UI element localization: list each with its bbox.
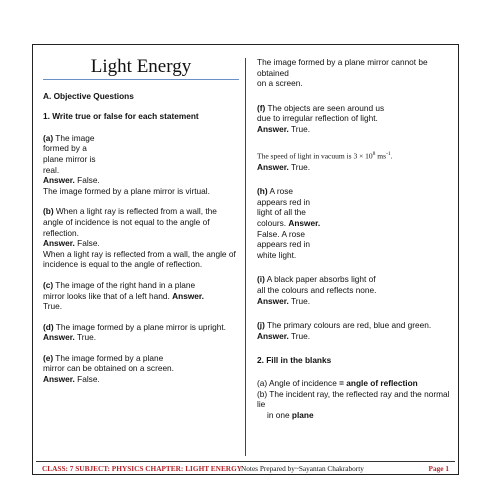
section-a-heading: A. Objective Questions [43,90,134,101]
question-d: (d) The image formed by a plane mirror is upright. Answer. True. [43,321,226,343]
correction: When a light ray is reflected from a wall, the angle of incidence is equal to the angle of reflection. [43,248,236,270]
page-footer [36,461,455,474]
right-column [257,57,453,420]
page-title: Light Energy [90,56,192,77]
question-g: The speed of light in vacuum is $3 \times 10^8$ $ms^{-1}$. Answer. True. [257,150,393,172]
fill-blank-a: (a) Angle of incidence = angle of reflection [257,377,418,388]
correction: The image formed by a plane mirror is virtual. [43,185,210,196]
question-c: (c) The image of the right hand in a plane mirror looks like that of a left hand. Answer. True. [43,279,204,312]
question-f: (f) The objects are seen around us due to irregular reflection of light. Answer. True. [257,102,385,134]
q1-heading: 1. Write true or false for each statement [43,111,199,122]
question-e: (e) The image formed by a plane mirror can be obtained on a screen. Answer. False. [43,352,174,385]
question-a: (a) The image formed by a plane mirror is real. Answer. False. The image formed by a plane mirror is virtual. [43,133,239,197]
continuation-text: The image formed by a plane mirror cannot be obtained on a screen. [257,57,428,89]
footer-page-number: Page 1 [428,464,449,473]
column-divider [245,58,246,456]
question-h: (h) A rose appears red in light of all the colours. Answer. False. A rose appears red in white light. [257,186,321,260]
question-i: (i) A black paper absorbs light of all the colours and reflects none. Answer. True. [257,274,377,306]
footer-author: Notes Prepared by~Sayantan Chakraborty [241,464,364,473]
question-j: (j) The primary colours are red, blue and green. Answer. True. [257,320,432,341]
fill-blank-b: (b) The incident ray, the reflected ray and the normal lie in one plane [257,388,450,420]
title-underline [43,79,239,80]
left-column [43,58,239,395]
question-b: (b) When a light ray is reflected from a wall, the angle of incidence is not equal to the angle of reflection. Answer. False. When a light ray is reflected from a wall, the angle of incidence is equal to the angle of reflection. [43,206,239,270]
q2-heading: 2. Fill in the blanks [257,355,332,366]
footer-class-info: CLASS: 7 SUBJECT: PHYSICS CHAPTER: LIGHT ENERGY [42,464,243,473]
